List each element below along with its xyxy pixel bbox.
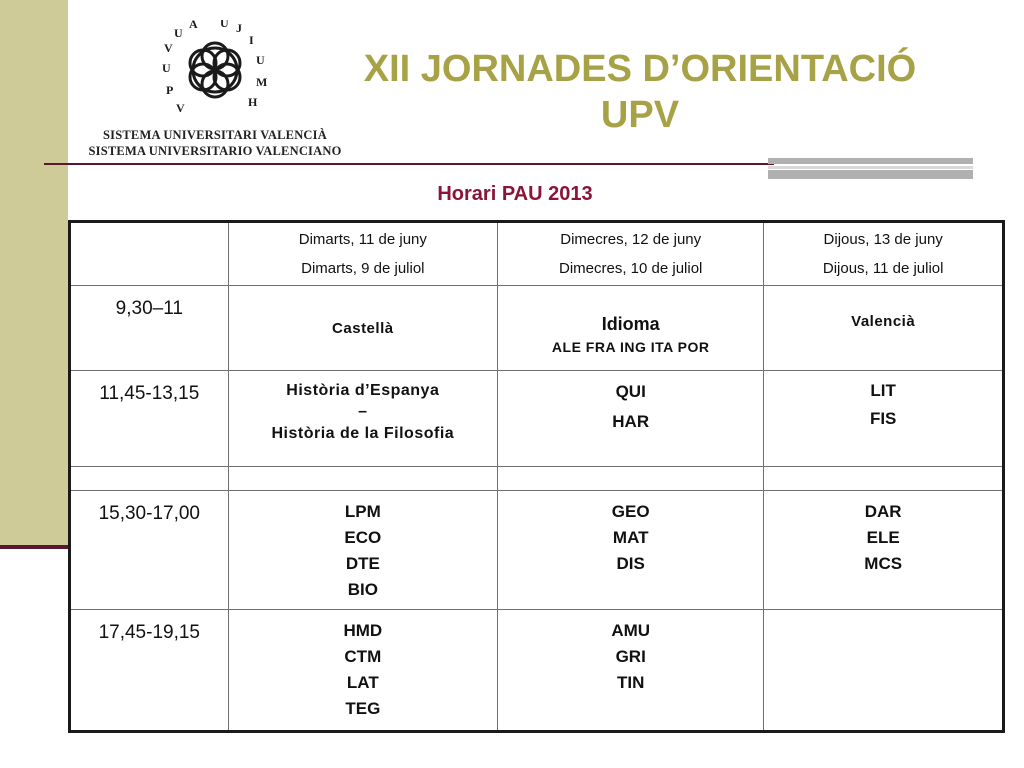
table-row	[70, 491, 1004, 610]
schedule-subtitle: Horari PAU 2013	[437, 183, 593, 205]
subject-code: LPM	[344, 502, 381, 521]
subject-code: Castellà	[332, 319, 394, 337]
subject-cell	[498, 286, 764, 371]
subject-cell	[498, 491, 764, 610]
subject-code: DIS	[616, 554, 645, 573]
table-row	[70, 610, 1004, 732]
page-title-line2: UPV	[600, 94, 680, 136]
subject-code: FIS	[869, 409, 897, 428]
page-title	[330, 46, 950, 138]
decorative-grey-bar	[768, 158, 973, 164]
subject-cell	[498, 610, 764, 732]
rosette-logo-icon	[156, 20, 274, 120]
subject-code: LIT	[870, 381, 896, 400]
subject-code: AMU	[611, 621, 651, 640]
ring-letter: V	[164, 41, 173, 55]
empty-subject-cell	[764, 610, 1004, 732]
time-slot: 15,30-17,00	[70, 491, 229, 610]
subject-code: GEO	[611, 502, 650, 521]
ring-letter: I	[249, 33, 254, 47]
subject-code: TIN	[617, 673, 645, 692]
subject-code: Idioma	[601, 314, 660, 334]
header-day3-july: Dijous, 11 de juliol	[822, 260, 944, 277]
subject-cell	[228, 491, 497, 610]
time-slot: 11,45-13,15	[70, 371, 229, 467]
subject-cell	[764, 491, 1004, 610]
header-day1	[228, 222, 497, 286]
subject-code: Història d’Espanya	[286, 382, 440, 399]
header-day2	[498, 222, 764, 286]
ring-letter: P	[166, 83, 174, 97]
subject-code: GRI	[615, 647, 646, 666]
subject-code: Valencià	[851, 313, 916, 330]
ring-letter: M	[256, 75, 268, 89]
ring-letter: U	[162, 61, 171, 75]
language-options: ALE FRA ING ITA POR	[551, 339, 710, 355]
ring-letter: J	[236, 21, 242, 35]
exam-schedule-table	[68, 220, 1005, 733]
ring-letter: U	[256, 53, 265, 67]
ring-letter: U	[220, 20, 229, 30]
ring-letter: H	[248, 95, 258, 109]
subject-code: TEG	[345, 699, 381, 718]
subject-code: ELE	[866, 528, 900, 547]
empty-cell	[764, 467, 1004, 491]
logo-text-valencian: SISTEMA UNIVERSITARI VALENCIÀ	[103, 128, 327, 142]
header-day2-july: Dimecres, 10 de juliol	[559, 260, 703, 277]
table-row	[70, 286, 1004, 371]
subject-code: MCS	[864, 554, 903, 573]
header-day2-june: Dimecres, 12 de juny	[560, 231, 702, 248]
table-spacer-row	[70, 467, 1004, 491]
empty-cell	[498, 467, 764, 491]
subject-code: ECO	[344, 528, 382, 547]
ring-letter: U	[174, 26, 183, 40]
left-accent-underline	[0, 545, 68, 549]
subject-code: QUI	[615, 382, 646, 401]
time-slot: 17,45-19,15	[70, 610, 229, 732]
subject-code: LAT	[346, 673, 379, 692]
ring-letter: A	[189, 20, 198, 31]
empty-cell	[228, 467, 497, 491]
logo-text-spanish: SISTEMA UNIVERSITARIO VALENCIANO	[88, 144, 342, 158]
subject-cell	[228, 286, 497, 371]
subject-code: Història de la Filosofia	[271, 425, 455, 442]
header-day1-july: Dimarts, 9 de juliol	[301, 260, 425, 277]
subject-separator: –	[358, 403, 368, 420]
decorative-grey-bar	[768, 166, 973, 169]
table-header-row	[70, 222, 1004, 286]
header-day1-june: Dimarts, 11 de juny	[298, 231, 427, 248]
subject-cell	[228, 610, 497, 732]
subject-cell	[498, 371, 764, 467]
page-title-line1: XII JORNADES D’ORIENTACIÓ	[363, 48, 917, 90]
time-slot: 9,30–11	[70, 286, 229, 371]
subject-code: HAR	[612, 412, 650, 431]
header-day3-june: Dijous, 13 de juny	[823, 231, 943, 248]
subject-code: DTE	[345, 554, 380, 573]
subject-cell	[228, 371, 497, 467]
subject-code: BIO	[347, 580, 378, 599]
empty-cell	[70, 467, 229, 491]
university-system-logo	[70, 20, 360, 165]
decorative-grey-bar	[768, 170, 973, 179]
subject-code: DAR	[864, 502, 902, 521]
subject-cell	[764, 286, 1004, 371]
table-row	[70, 371, 1004, 467]
left-accent-bar	[0, 0, 68, 545]
subject-code: MAT	[612, 528, 649, 547]
subject-code: CTM	[344, 647, 382, 666]
ring-letter: V	[176, 101, 185, 115]
header-empty-cell	[70, 222, 229, 286]
subject-cell	[764, 371, 1004, 467]
header-day3	[764, 222, 1004, 286]
subject-code: HMD	[343, 621, 383, 640]
